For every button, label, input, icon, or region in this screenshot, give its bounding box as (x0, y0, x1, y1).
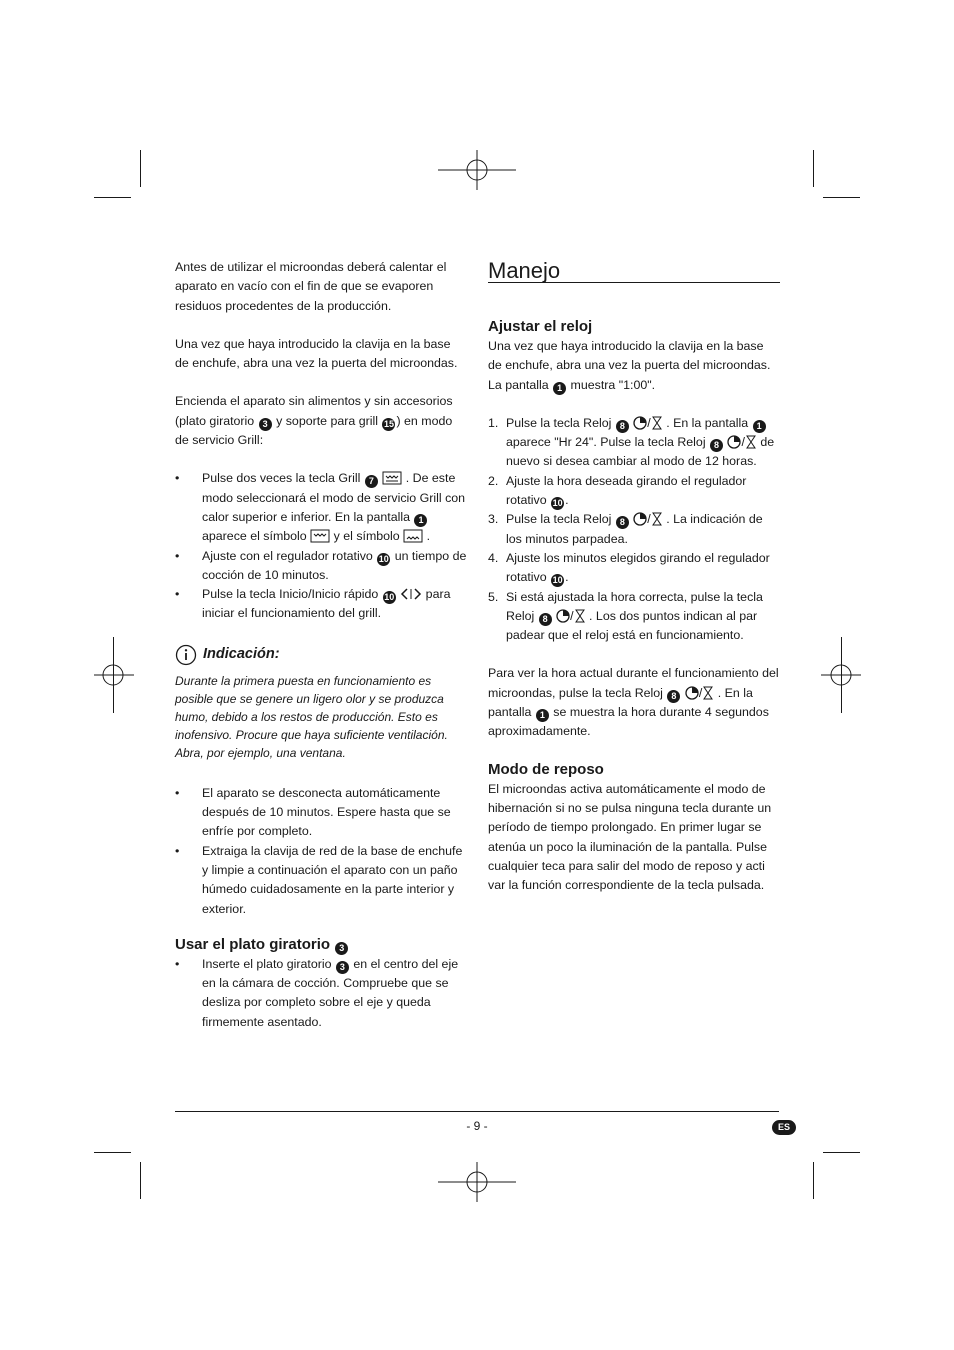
clock-icon (633, 416, 647, 430)
right-column (488, 258, 780, 895)
crop-mark (823, 1152, 860, 1153)
language-badge: ES (772, 1120, 796, 1135)
crop-mark (94, 1152, 131, 1153)
crop-mark (94, 197, 131, 198)
list-item: 5. Si está ajustada la hora correcta, pulse la tecla Reloj 8 / . Los dos puntos indican al par padear que el reloj está en funcionamiento. (488, 589, 763, 643)
timer-icon (574, 609, 586, 623)
page-title: Manejo (488, 258, 561, 283)
intro-paragraph: Encienda el aparato sin alimentos y sin accesorios (plato giratorio 3 y soporte para grill 15 ) en modo de servicio Grill: (175, 394, 453, 448)
ref-10-icon: 10 (552, 575, 563, 586)
ref-10-icon: 10 (552, 498, 563, 509)
registration-mark-top (438, 150, 516, 190)
list-item: 2. Ajuste la hora deseada girando el regulador rotativo 10 . (488, 473, 747, 509)
clock-icon (633, 512, 647, 526)
ref-1-icon: 1 (753, 420, 766, 433)
info-icon (175, 644, 197, 666)
ref-10-icon: 10 (384, 592, 395, 603)
paragraph: El microondas activa automáticamente el modo de hibernación si no se pulsa ninguna tecla durante un período de tiempo prolongado. En primer lugar se atenúa un poco la iluminación de la pantalla. Pulse cualquier teca para salir del modo de reposo y acti var la función correspondiente de la tecla pulsada. (488, 781, 772, 893)
ref-3-icon: 3 (336, 961, 349, 974)
timer-icon (651, 416, 663, 430)
ref-8-icon: 8 (667, 690, 680, 703)
bottom-heat-icon (403, 529, 423, 543)
ref-1-icon: 1 (536, 709, 549, 722)
ref-3-icon: 3 (259, 418, 272, 431)
grill-icon (382, 471, 402, 485)
list-item: • Pulse la tecla Inicio/Inicio rápido 10 para iniciar el funcionamiento del grill. (175, 587, 451, 621)
footer-rule (175, 1111, 779, 1112)
ref-10-icon: 10 (378, 553, 389, 564)
crop-mark (813, 1162, 814, 1199)
timer-icon (745, 435, 757, 449)
list-item: • Inserte el plato giratorio 3 en el centro del eje en la cámara de cocción. Compruebe que se desliza por completo sobre el eje y queda firmemente asentado. (175, 956, 459, 1029)
section-heading: Ajustar el reloj (488, 318, 593, 335)
crop-mark (823, 197, 860, 198)
list-item: • Pulse dos veces la tecla Grill 7 . De este modo seleccionará el modo de servicio Grill con calor superior e inferior. En la pantalla 1 aparece el símbolo y el símbolo . (175, 471, 466, 544)
ref-1-icon: 1 (553, 382, 566, 395)
note-header (175, 644, 467, 666)
top-heat-icon (310, 529, 330, 543)
page-number: - 9 - (466, 1119, 488, 1133)
clock-icon (556, 609, 570, 623)
note-body: Durante la primera puesta en funcionamiento es posible que se genere un ligero olor y se produzca humo, debido a los restos de producción. Esto es inofensivo. Procure que haya suficiente ventilación. Abra, por ejemplo, una ventana. (175, 673, 448, 760)
clock-icon (685, 686, 699, 700)
crop-mark (140, 150, 141, 187)
start-icon (400, 587, 422, 601)
ref-3-icon: 3 (335, 942, 348, 955)
ref-8-icon: 8 (710, 439, 723, 452)
list-item: • Ajuste con el regulador rotativo 10 un tiempo de cocción de 10 minutos. (175, 548, 467, 582)
list-item: 1. Pulse la tecla Reloj 8 / . En la pantalla 1 aparece "Hr 24". Pulse la tecla Reloj 8 / de nuevo si desea cambiar al modo de 12 horas. (488, 415, 775, 469)
registration-mark-bottom (438, 1162, 516, 1202)
ref-8-icon: 8 (539, 613, 552, 626)
left-column (175, 258, 467, 1032)
timer-icon (702, 686, 714, 700)
page-title-rule (488, 258, 780, 283)
section-heading: Modo de reposo (488, 760, 604, 778)
intro-paragraph: Antes de utilizar el microondas deberá calentar el aparato en vacío con el fin de que se evaporen residuos procedentes de la producción. (175, 260, 447, 313)
paragraph: Una vez que haya introducido la clavija en la base de enchufe, abra una vez la puerta del microondas. La pantalla 1 muestra "1:00". (488, 339, 771, 393)
ref-8-icon: 8 (616, 420, 629, 433)
paragraph: Para ver la hora actual durante el funcionamiento del microondas, pulse la tecla Reloj 8 / . En la pantalla 1 se muestra la hora durante 4 segundos aproximadamente. (488, 666, 779, 739)
ref-7-icon: 7 (365, 475, 378, 488)
intro-paragraph: Una vez que haya introducido la clavija en la base de enchufe, abra una vez la puerta del microondas. (175, 336, 458, 371)
list-item: 3. Pulse la tecla Reloj 8 / . La indicación de los minutos parpadea. (488, 512, 763, 546)
crop-mark (813, 150, 814, 187)
clock-icon (727, 435, 741, 449)
list-item: 4. Ajuste los minutos elegidos girando el regulador rotativo 10 . (488, 550, 770, 586)
crop-mark (140, 1162, 141, 1199)
ref-15-icon: 15 (383, 418, 394, 429)
list-item: • El aparato se desconecta automáticamente después de 10 minutos. Espere hasta que se enfríe por completo. (175, 785, 451, 839)
note-title: Indicación: (203, 646, 280, 663)
ref-8-icon: 8 (616, 516, 629, 529)
registration-mark-right (821, 660, 861, 690)
list-item: • Extraiga la clavija de red de la base de enchufe y limpie a continuación el aparato con un paño húmedo cuidadosamente en la parte interior y exterior. (175, 843, 463, 916)
timer-icon (651, 512, 663, 526)
section-heading: Usar el plato giratorio 3 (175, 935, 467, 955)
registration-mark-left (94, 660, 134, 690)
ref-1-icon: 1 (414, 514, 427, 527)
